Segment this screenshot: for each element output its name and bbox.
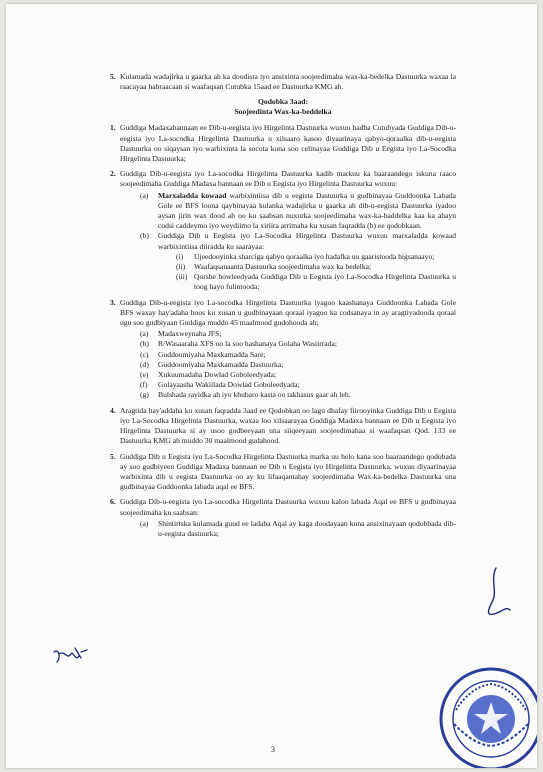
section-subtitle: Soojeedinta Wax-ka-beddelka (234, 107, 332, 117)
subitem-label: (e) (140, 370, 149, 380)
subitem-label: (d) (140, 359, 149, 369)
subitem-label: (g) (140, 390, 149, 400)
item-number: 3. (110, 297, 116, 307)
subitem-text: Guddoomiyaha Maxkamadda Dastuurka; (158, 359, 284, 369)
subitem-e (140, 370, 456, 380)
subitem-label: (a) (140, 518, 149, 528)
subitem-text: Bulshada rayidka ah iyo khubaro kasta oo takhasus gaar ah leh. (158, 390, 351, 400)
item-text: Kulamada wadajirka u gaarka ah ka doodista iyo ansixinta soojeedimaha wax-ka-bedelka Dastuurka waxaa la raacayaa habraacaan si waafaqsan Cutubka 15aad ee Dastuurka KMG ah. (120, 72, 456, 92)
subitem-d (140, 360, 456, 370)
roman-label: (ii) (176, 262, 186, 272)
roman-item-i (176, 252, 456, 262)
page-number: 3 (271, 745, 275, 754)
paragraph-text: Aragtida hay'addaha ku xusan faqradda 3aad ee Qodobkan oo lagu dhafay fiirooyinka Guddiga Dib u Eegista iyo La-Socodka Hirgelinta Dastuurka, waxaa loo xilsaarayaa Guddiga Madaxa bannaan ee Dib u Eegista iyo Hirgelinta Dastuurka si ay usoo godbeeyaan una siiqeeyaan soojeedimahaa si waafaqsan Qod. 133 ee Dastuurka KMG ah muddo 30 maalmood gudahood. (120, 405, 456, 446)
subitem-text: Golayaasha Wakiilada Dowlad Goboleedyada; (158, 380, 300, 390)
item-number: 2. (110, 169, 116, 179)
subitem-a (140, 191, 456, 232)
bold-phrase: Marxaladda kowaad (158, 190, 227, 200)
paragraph-2 (110, 169, 456, 292)
subitem-label: (f) (140, 380, 148, 390)
document-body (110, 72, 456, 544)
roman-label: (i) (176, 251, 184, 261)
parliament-seal-stamp (436, 664, 537, 768)
item-number: 1. (110, 123, 116, 133)
subitem-c (140, 350, 456, 360)
paragraph-6 (110, 497, 456, 539)
sublist (140, 191, 456, 293)
subitem-b (140, 339, 456, 349)
subitem-label: (b) (140, 231, 149, 241)
initials-signature-icon (51, 644, 91, 668)
item-number: 6. (110, 497, 116, 507)
subitem-b (140, 231, 456, 292)
subitem-label: (c) (140, 349, 149, 359)
roman-item-ii (176, 262, 456, 272)
subitem-f (140, 380, 456, 390)
paragraph-text: Guddiga Dib-u-eegista iyo La-socodka Hirgelinta Dastuurka iyagoo kaashanaya Guddoonka Labada Gole BFS waxay hay'adaha hoos ku xusan u gudbinayaan qoraal iyagoo ka codsanaya in ay aragtiyadooda qoraal ugu soo gudbiyaan Guddiga muddo 45 maalmood gudohooda ah; (120, 297, 456, 328)
subitem-text: warbixintiisa dib u eegista Dastuurka u gudbinayaa Guddoonka Labada Gole ee BFS loona qaybinayaa kulanka wadajirka u gaarka ah dib-u-eegista Dastuurka iyadoo aysan jirin wax dood ah oo ku saabsan nuxurka soojeedimaha wax-ka-baddelka kaa ka ahayn codsi caddeymo iyo weydiimo la xiriira arrimaha ku xusan faqradda (b) ee qodobkaan. (158, 190, 456, 231)
subitem-label: (b) (140, 339, 149, 349)
roman-list (176, 252, 456, 293)
paragraph-text: Guddiga Madaxabannaan ee Dib-u-eegista iyo Hirgelinta Dastuurka wuxuu hadba Cutubyada Guddiga Dib-u-eegista iyo La-socodka Hirgelinta Dastuurka u xilsaaro kasoo diyaarinaya qabyo-qoraalka dib-u-eegista Dastuurka oo siqaysan iyo warbixinta la socota kuna soo celinayaa Guddiga Dib u Eegista iyo La-Socodka Hirgelinta Dastuurka; (120, 123, 456, 164)
subitem-text: Shintiriska kulamada guud ee ladaba Aqal ay kaga doodayaan kuna ansixinayaan qodobbada dib-u-eegista dastuurka; (158, 518, 456, 538)
subitem-label: (a) (140, 190, 149, 200)
roman-label: (iii) (176, 272, 188, 282)
section-title: Qodobka 3aad: (257, 97, 308, 107)
paragraph-1 (110, 123, 456, 164)
paragraph-5 (110, 452, 456, 493)
roman-text: Qorshe howleedyada Guddiga Dib u Eegista iyo La-Socodka Hirgelinta Dastuurka u toog hayo fulintooda; (194, 272, 456, 292)
paragraph-text: Guddiga Dib-u-eegista iyo La-socodka Hirgelinta Dastuurka kadib markuu ka baaraandego iskuna raaco soojeedimaha Guddiga Madaxa bannaan ee Dib u Eegista iyo Hirgelinta Dastuurka wuxuu: (120, 169, 456, 189)
subitem-g (140, 390, 456, 400)
subitem-text: Madaxweynaha JFS; (158, 329, 222, 339)
roman-text: Waafaqsanaanta Dastuurka soojeedimaha wax ka bedelka; (194, 262, 372, 272)
subitem-text: Guddoomiyaha Maxkamadda Sare; (158, 349, 266, 359)
item-number: 4. (110, 405, 116, 415)
subitem-a (140, 329, 456, 339)
paragraph-4 (110, 406, 456, 447)
paragraph-text: Guddiga Dib u Eegista iyo La-Socodka Hirgelinta Dastuurka marka uu helo kana soo baaraandego qodobada ay soo gudbiyeen Guddiga Madaxa bannaan ee Dib u Eegista iyo Hirgelinta Dastuurka, wuxuu diyaarinayaa warbixinta dib u eegista Dastuurka oo ay ku lifaaqantahay soojeedimaha Wax-ka-bedelka Dastuurka una gudbinayaa Guddoonka labada aqal ee BFS. (120, 451, 456, 492)
subitem-text: Guddiga Dib u Eegista iyo La-Socodka Hirgelinta Dastuurka wuxuu marxaladda kowaad warbixintiisa diiradda ku saarayaa: (158, 231, 456, 251)
document-page (6, 4, 537, 768)
signature-icon (476, 564, 516, 624)
sublist (140, 519, 456, 539)
subitem-a (140, 519, 456, 539)
subitem-text: R/Wasaaraha XFS oo la soo hashanaya Golaha Wasiirrada; (158, 339, 337, 349)
item-number: 5. (110, 72, 116, 81)
subitem-text: Xukuumadaha Dowlad Goboleedyada; (158, 370, 277, 380)
roman-text: Ujeedooyinka sharciga qabyo qoraalka iyo hadafka uu gaaristooda higsanaayo; (194, 251, 435, 261)
paragraph-3 (110, 298, 456, 401)
item-number: 5. (110, 451, 116, 461)
item-5-top (110, 72, 456, 92)
roman-item-iii (176, 272, 456, 292)
sublist (140, 329, 456, 400)
subitem-label: (a) (140, 329, 149, 339)
paragraph-text: Guddiga Dib-u-eegista iyo La-socodka Hirgelinta Dastuurka wuxuu kaloo labada Aqal ee BFS u gudbinayaa soojeedimaha ku saabsan: (120, 497, 456, 517)
